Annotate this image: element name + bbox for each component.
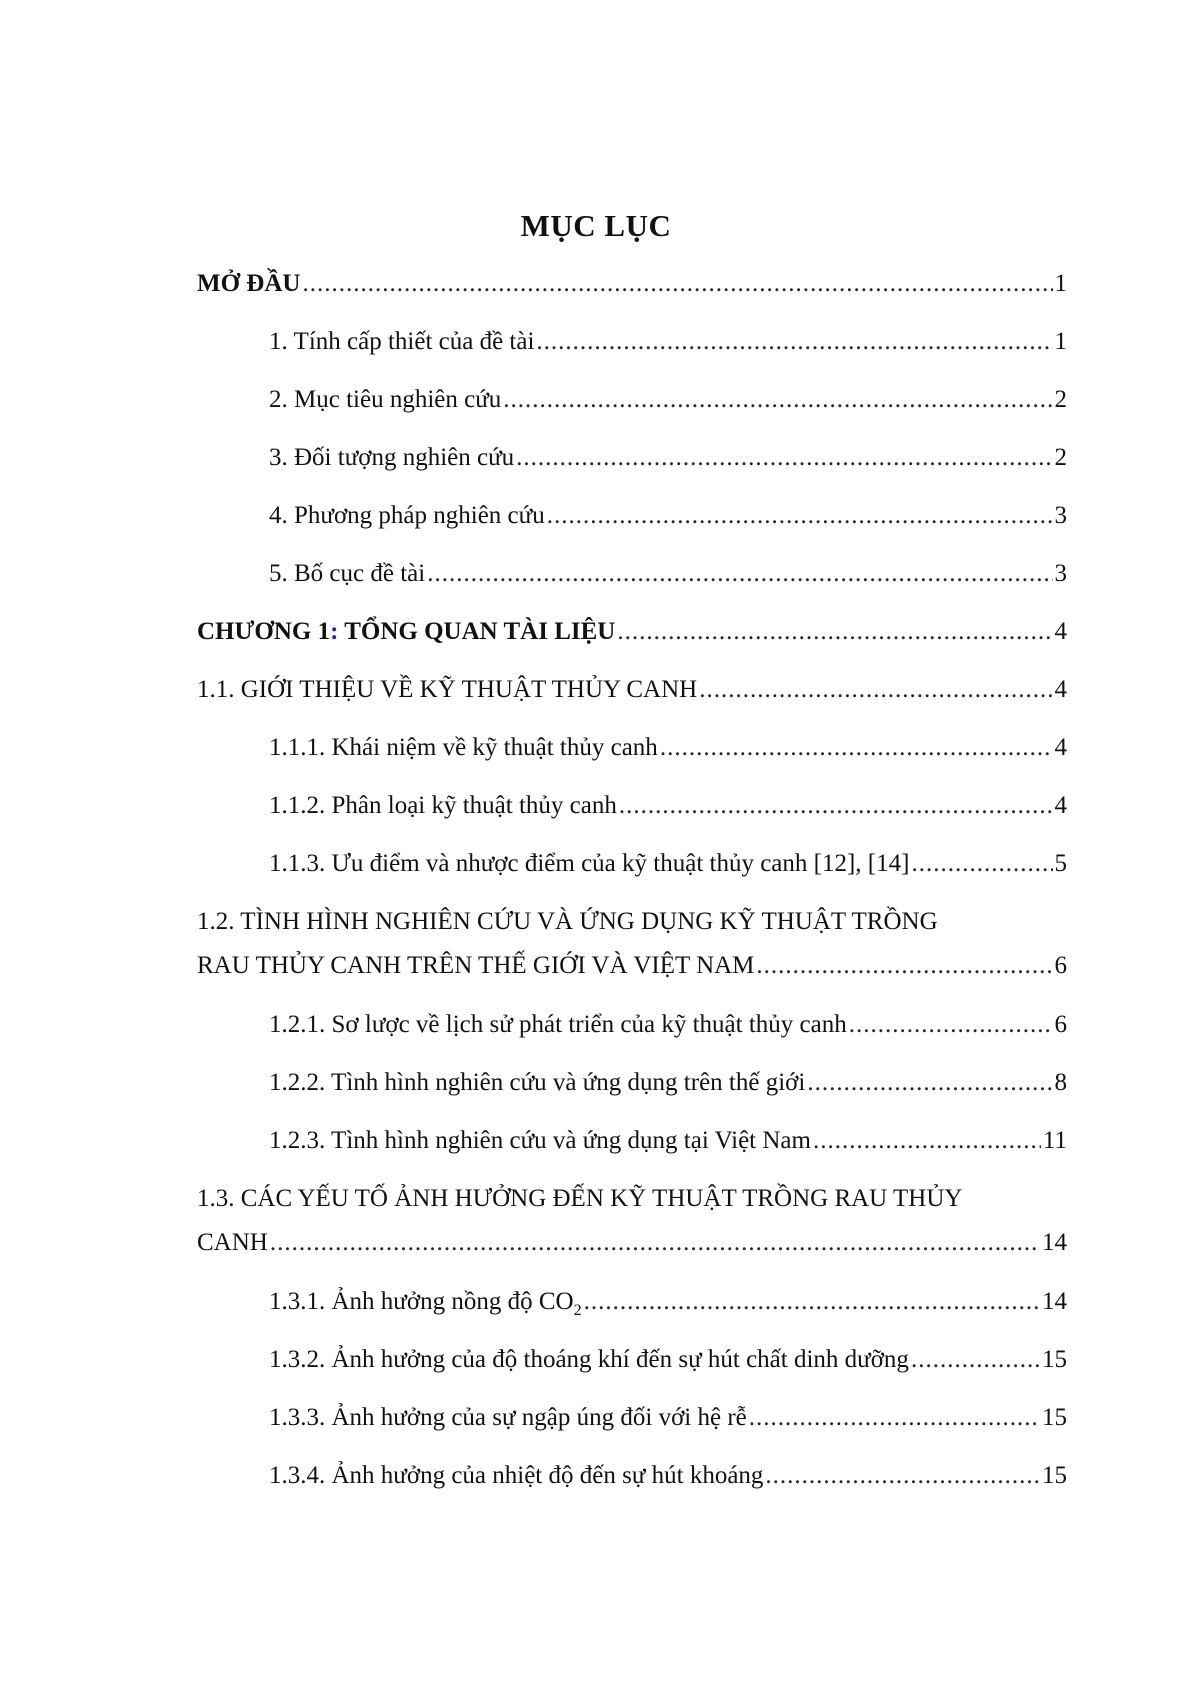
dot-leader (699, 668, 1052, 712)
toc-entry-1-3-4[interactable] (197, 1454, 1067, 1512)
toc-entry-1-1-3[interactable] (197, 842, 1067, 900)
subscript-2: 2 (573, 1302, 582, 1319)
toc-entry-chuong-1[interactable] (197, 610, 1067, 668)
toc-entry-1-3[interactable] (197, 1177, 1067, 1280)
toc-entry-1-3-1[interactable] (197, 1280, 1067, 1338)
toc-entry-1-2-3[interactable] (197, 1119, 1067, 1177)
dot-leader (911, 1338, 1040, 1382)
dot-leader (302, 262, 1052, 306)
toc-entry-label: 1.2.3. Tình hình nghiên cứu và ứng dụng tại Việt Nam (269, 1127, 811, 1154)
toc-entry-2[interactable] (197, 378, 1067, 436)
toc-entry-label (197, 610, 615, 654)
toc-entry-label: 1.3.4. Ảnh hưởng của nhiệt độ đến sự hút khoáng (269, 1462, 764, 1489)
dot-leader (765, 1454, 1040, 1498)
dot-leader (617, 610, 1052, 654)
toc-entry-1-1[interactable] (197, 668, 1067, 726)
toc-entry-1-2-1[interactable] (197, 1003, 1067, 1061)
dot-leader (427, 552, 1052, 596)
dot-leader (660, 726, 1053, 770)
dot-leader (547, 494, 1053, 538)
toc-page-number: 4 (1054, 618, 1067, 645)
toc-entry-1-2[interactable] (197, 900, 1067, 1003)
toc-entry-1-1-1[interactable] (197, 726, 1067, 784)
toc-page-number: 1 (1054, 328, 1067, 355)
toc-page-number: 11 (1042, 1127, 1067, 1154)
toc-entry-1-1-2[interactable] (197, 784, 1067, 842)
dot-leader (749, 1396, 1040, 1440)
toc-page-number: 6 (1054, 952, 1067, 979)
dot-leader (756, 944, 1052, 988)
table-of-contents (197, 262, 1067, 1512)
toc-page-number: 15 (1042, 1346, 1067, 1373)
chapter-colon: : (330, 618, 339, 645)
dot-leader (813, 1119, 1041, 1163)
dot-leader (503, 378, 1052, 422)
dot-leader (270, 1221, 1040, 1265)
toc-entry-label: 1.3.2. Ảnh hưởng của độ thoáng khí đến sự hút chất dinh dưỡng (269, 1346, 909, 1373)
dot-leader (584, 1280, 1040, 1324)
toc-page-number: 5 (1054, 850, 1067, 877)
toc-entry-label: 1.1.1. Khái niệm về kỹ thuật thủy canh (269, 734, 658, 761)
toc-page-number: 3 (1054, 560, 1067, 587)
toc-page-number: 1 (1054, 270, 1067, 297)
toc-page-number: 8 (1054, 1069, 1067, 1096)
dot-leader (911, 842, 1052, 886)
toc-page-number: 2 (1054, 444, 1067, 471)
toc-entry-label: 1.1.3. Ưu điểm và nhược điểm của kỹ thuật thủy canh [12], [14] (269, 850, 910, 877)
toc-entry-1-3-2[interactable] (197, 1338, 1067, 1396)
toc-entry-1[interactable] (197, 320, 1067, 378)
toc-entry-label: 5. Bố cục đề tài (269, 560, 426, 587)
toc-entry-label-line1: 1.3. CÁC YẾU TỐ ẢNH HƯỞNG ĐẾN KỸ THUẬT TRỒNG RAU THỦY (197, 1185, 963, 1212)
chapter-title: TỔNG QUAN TÀI LIỆU (338, 618, 616, 645)
toc-entry-3[interactable] (197, 436, 1067, 494)
toc-entry-label-line2: CANH (197, 1229, 268, 1256)
toc-page-number: 14 (1042, 1288, 1067, 1315)
toc-entry-label: 2. Mục tiêu nghiên cứu (269, 386, 502, 413)
toc-entry-label: 1.1. GIỚI THIỆU VỀ KỸ THUẬT THỦY CANH (197, 676, 698, 703)
toc-entry-label-line1: 1.2. TÌNH HÌNH NGHIÊN CỨU VÀ ỨNG DỤNG KỸ THUẬT TRỒNG (197, 908, 938, 935)
toc-entry-label-line2: RAU THỦY CANH TRÊN THẾ GIỚI VÀ VIỆT NAM (197, 952, 755, 979)
dot-leader (619, 784, 1053, 828)
toc-entry-label (269, 1280, 582, 1333)
toc-page-number: 15 (1042, 1404, 1067, 1431)
dot-leader (536, 320, 1052, 364)
toc-entry-label: 3. Đối tượng nghiên cứu (269, 444, 515, 471)
toc-entry-1-3-3[interactable] (197, 1396, 1067, 1454)
chapter-number: CHƯƠNG 1 (197, 618, 331, 645)
toc-entry-label: 1.1.2. Phân loại kỹ thuật thủy canh (269, 792, 617, 819)
toc-page-number: 2 (1054, 386, 1067, 413)
toc-entry-label: MỞ ĐẦU (197, 270, 301, 297)
toc-page-number: 15 (1042, 1462, 1067, 1489)
toc-page-number: 6 (1054, 1011, 1067, 1038)
toc-entry-label: 1.2.2. Tình hình nghiên cứu và ứng dụng trên thế giới (269, 1069, 806, 1096)
toc-page-number: 4 (1054, 734, 1067, 761)
toc-entry-1-2-2[interactable] (197, 1061, 1067, 1119)
page-title: MỤC LỤC (520, 208, 672, 243)
dot-leader (807, 1061, 1052, 1105)
toc-page-number: 3 (1054, 502, 1067, 529)
toc-page-number: 4 (1054, 792, 1067, 819)
toc-entry-label: 1.2.1. Sơ lược về lịch sử phát triển của kỹ thuật thủy canh (269, 1011, 847, 1038)
dot-leader (516, 436, 1052, 480)
toc-entry-5[interactable] (197, 552, 1067, 610)
toc-entry-4[interactable] (197, 494, 1067, 552)
dot-leader (849, 1003, 1053, 1047)
toc-page-number: 4 (1054, 676, 1067, 703)
toc-entry-label: 4. Phương pháp nghiên cứu (269, 502, 545, 529)
toc-entry-label-main: 1.3.1. Ảnh hưởng nồng độ CO (269, 1288, 574, 1315)
toc-entry-mo-dau[interactable] (197, 262, 1067, 320)
toc-entry-label: 1. Tính cấp thiết của đề tài (269, 328, 535, 355)
toc-entry-label: 1.3.3. Ảnh hưởng của sự ngập úng đối với hệ rễ (269, 1404, 747, 1431)
toc-page-number: 14 (1042, 1229, 1067, 1256)
